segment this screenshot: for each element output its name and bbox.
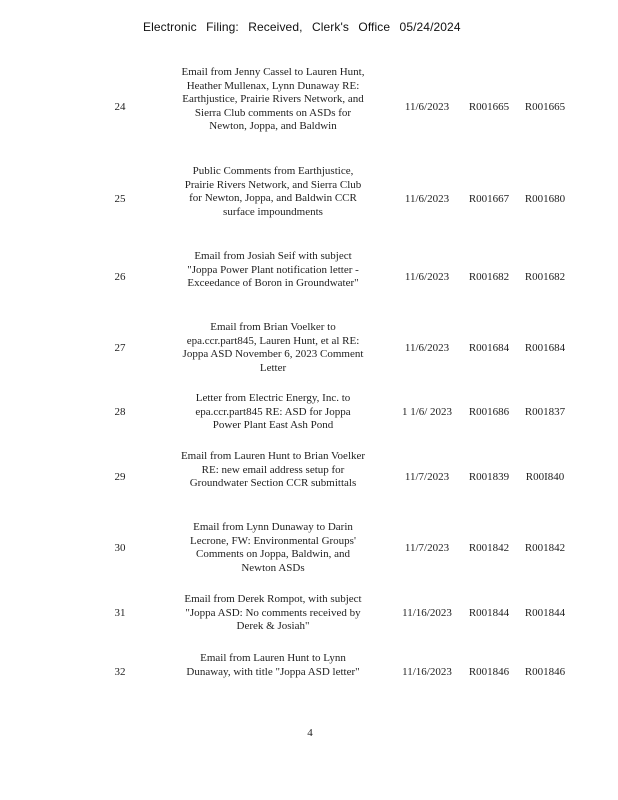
row-bates-end: R001665 [524, 101, 566, 113]
row-date: 11/6/2023 [404, 193, 450, 205]
row-description: Email from Derek Rompot, with subject "Joppa ASD: No comments received by Derek & Josiah" [184, 593, 362, 633]
row-number: 32 [114, 666, 126, 678]
row-bates-begin: R001846 [468, 666, 510, 678]
row-date: 11/6/2023 [404, 271, 450, 283]
row-bates-end: R001846 [524, 666, 566, 678]
row-description: Public Comments from Earthjustice, Prairie Rivers Network, and Sierra Club for Newton, Joppa, and Baldwin CCR surface impoundments [184, 165, 362, 218]
row-bates-begin: R001844 [468, 607, 510, 619]
row-date: 11/16/2023 [402, 607, 452, 619]
row-description: Email from Jenny Cassel to Lauren Hunt, Heather Mullenax, Lynn Dunaway RE: Earthjustice, Prairie Rivers Network, and Sierra Club comments on ASDs for Newton, Joppa, and Baldwin [181, 66, 365, 133]
row-bates-begin: R001842 [468, 542, 510, 554]
row-bates-end: R001837 [524, 406, 566, 418]
row-bates-begin: R001684 [468, 342, 510, 354]
row-date: 1 1/6/ 2023 [401, 406, 453, 418]
row-bates-begin: R001667 [468, 193, 510, 205]
row-number: 30 [114, 542, 126, 554]
row-bates-end: R001680 [524, 193, 566, 205]
filing-stamp-header: Electronic Filing: Received, Clerk's Office 05/24/2024 [143, 20, 461, 34]
row-bates-begin: R001682 [468, 271, 510, 283]
row-number: 31 [114, 607, 126, 619]
row-bates-end: R001682 [524, 271, 566, 283]
row-description: Email from Brian Voelker to epa.ccr.part845, Lauren Hunt, et al RE: Joppa ASD November 6, 2023 Comment Letter [182, 321, 364, 374]
row-bates-begin: R001665 [468, 101, 510, 113]
row-bates-end: R00I840 [525, 471, 565, 483]
row-number: 24 [114, 101, 126, 113]
row-number: 25 [114, 193, 126, 205]
row-date: 11/6/2023 [404, 101, 450, 113]
page-number: 4 [307, 727, 313, 739]
row-bates-end: R001842 [524, 542, 566, 554]
row-bates-end: R001684 [524, 342, 566, 354]
row-bates-end: R001844 [524, 607, 566, 619]
row-number: 26 [114, 271, 126, 283]
row-description: Email from Josiah Seif with subject "Joppa Power Plant notification letter - Exceedance of Boron in Groundwater" [187, 250, 359, 290]
row-description: Letter from Electric Energy, Inc. to epa.ccr.part845 RE: ASD for Joppa Power Plant East Ash Pond [195, 392, 351, 432]
row-description: Email from Lynn Dunaway to Darin Lecrone, FW: Environmental Groups' Comments on Joppa, Baldwin, and Newton ASDs [190, 521, 356, 574]
row-number: 29 [114, 471, 126, 483]
row-date: 11/6/2023 [404, 342, 450, 354]
row-date: 11/16/2023 [402, 666, 452, 678]
row-bates-begin: R001839 [468, 471, 510, 483]
row-number: 28 [114, 406, 126, 418]
row-description: Email from Lauren Hunt to Brian Voelker RE: new email address setup for Groundwater Section CCR submittals [180, 450, 366, 490]
row-date: 11/7/2023 [404, 471, 450, 483]
row-bates-begin: R001686 [468, 406, 510, 418]
row-description: Email from Lauren Hunt to Lynn Dunaway, with title "Joppa ASD letter" [186, 652, 360, 678]
row-date: 11/7/2023 [404, 542, 450, 554]
row-number: 27 [114, 342, 126, 354]
